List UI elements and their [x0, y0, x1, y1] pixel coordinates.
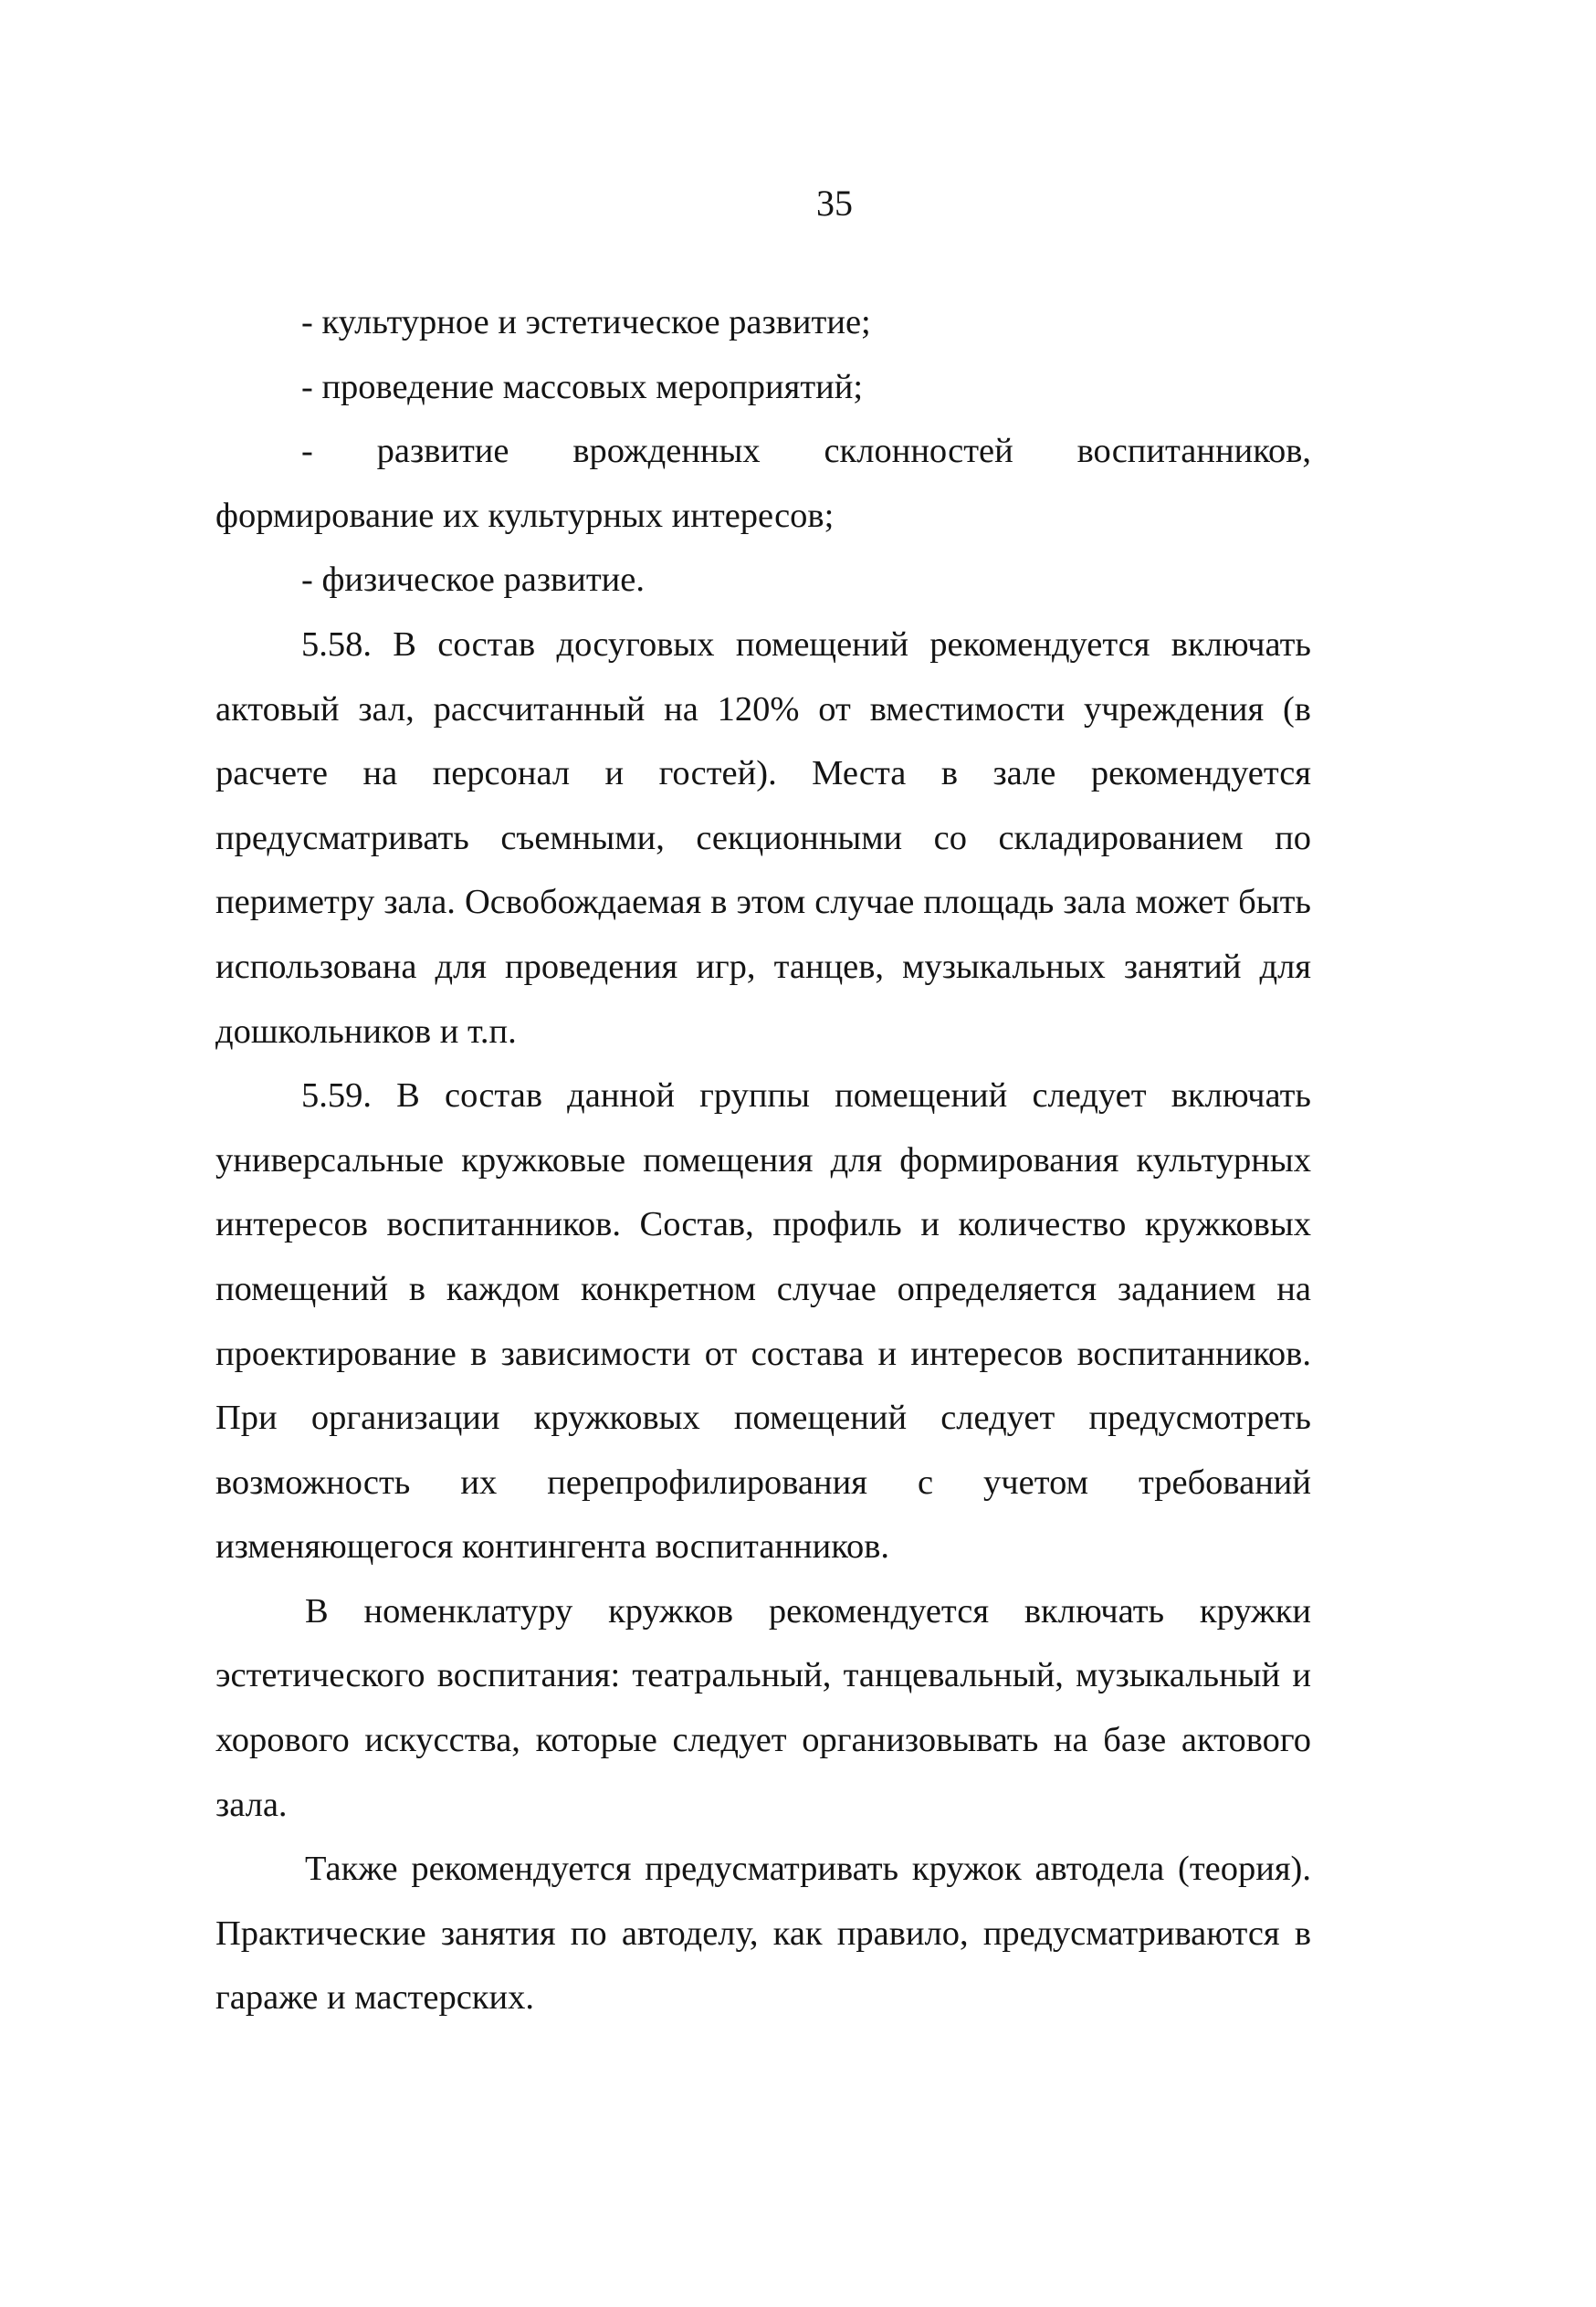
- paragraph-nomenclature: В номенклатуру кружков рекомендуется включать кружки эстетического воспитания: театральный, танцевальный, музыкальный и хорового искусства, которые следует организовывать на базе актового зала.: [215, 1591, 1311, 1824]
- paragraph-5-58: 5.58. В состав досуговых помещений рекомендуется включать актовый зал, рассчитанный на 120% от вместимости учреждения (в расчете на персонал и гостей). Места в зале рекомендуется предусматривать съемными, секционными со складированием по периметру зала. Освобождаемая в этом случае площадь зала может быть использована для проведения игр, танцев, музыкальных занятий для дошкольников и т.п.: [215, 624, 1311, 1051]
- list-item-events: - проведение массовых мероприятий;: [301, 367, 864, 406]
- list-item-cultural: - культурное и эстетическое развитие;: [301, 303, 871, 341]
- page-number: 35: [816, 183, 853, 224]
- paragraph-auto-club: Также рекомендуется предусматривать кружок автодела (теория). Практические занятия по автоделу, как правило, предусматриваются в гараже и мастерских.: [215, 1850, 1311, 2018]
- paragraph-5-59: 5.59. В состав данной группы помещений следует включать универсальные кружковые помещения для формирования культурных интересов воспитанников. Состав, профиль и количество кружковых помещений в каждом конкретном случае определяется заданием на проектирование в зависимости от состава и интересов воспитанников. При организации кружковых помещений следует предусмотреть возможность их перепрофилирования с учетом требований изменяющегося контингента воспитанников.: [215, 1076, 1311, 1567]
- list-item-physical: - физическое развитие.: [301, 561, 645, 600]
- list-item-inclinations: - развитие врожденных склонностей воспитанников, формирование их культурных интересов;: [215, 432, 1311, 535]
- document-body: [215, 290, 1311, 2030]
